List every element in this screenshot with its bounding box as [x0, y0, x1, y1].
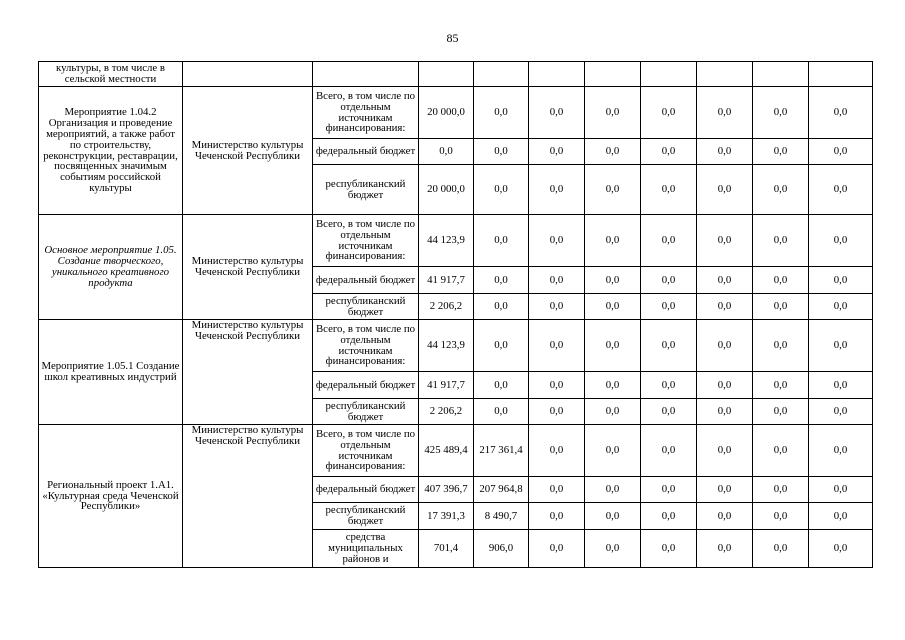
value-cell: 0,0	[697, 215, 753, 267]
value-cell: 0,0	[809, 477, 873, 503]
value-cell: 0,0	[697, 425, 753, 477]
value-cell: 0,0	[809, 425, 873, 477]
value-cell: 0,0	[697, 477, 753, 503]
value-cell: 0,0	[753, 477, 809, 503]
value-cell: 20 000,0	[419, 165, 474, 215]
executor-cell: Министерство культуры Чеченской Республики	[183, 87, 313, 215]
value-cell: 0,0	[641, 320, 697, 372]
value-cell: 0,0	[529, 87, 585, 139]
value-cell: 0,0	[641, 477, 697, 503]
table-row	[39, 215, 873, 267]
table-row	[39, 87, 873, 139]
value-cell: 17 391,3	[419, 503, 474, 530]
activity-name-cell: Региональный проект 1.А1. «Культурная среда Чеченской Республики»	[39, 425, 183, 568]
activity-name-cell: культуры, в том числе в сельской местности	[39, 62, 183, 87]
page-number: 85	[446, 31, 459, 45]
value-cell: 0,0	[641, 267, 697, 294]
value-cell: 0,0	[585, 87, 641, 139]
table-row	[39, 425, 873, 477]
budget-table	[38, 61, 873, 568]
value-cell: 0,0	[474, 320, 529, 372]
value-cell: 207 964,8	[474, 477, 529, 503]
value-cell: 0,0	[474, 399, 529, 425]
value-cell: 0,0	[753, 267, 809, 294]
empty-cell	[529, 62, 585, 87]
value-cell: 0,0	[641, 530, 697, 568]
value-cell: 0,0	[753, 294, 809, 320]
value-cell: 0,0	[753, 165, 809, 215]
empty-cell	[183, 62, 313, 87]
value-cell: 0,0	[809, 165, 873, 215]
value-cell: 0,0	[585, 139, 641, 165]
value-cell: 0,0	[474, 267, 529, 294]
value-cell: 0,0	[753, 139, 809, 165]
value-cell: 906,0	[474, 530, 529, 568]
executor-cell: Министерство культуры Чеченской Республики	[183, 320, 313, 425]
value-cell: 0,0	[641, 165, 697, 215]
funding-source-cell: Всего, в том числе по отдельным источникам финансирования:	[313, 87, 419, 139]
value-cell: 425 489,4	[419, 425, 474, 477]
value-cell: 0,0	[585, 530, 641, 568]
value-cell: 0,0	[753, 372, 809, 399]
value-cell: 0,0	[753, 215, 809, 267]
value-cell: 0,0	[474, 372, 529, 399]
funding-source-cell: Всего, в том числе по отдельным источникам финансирования:	[313, 320, 419, 372]
funding-source-cell: федеральный бюджет	[313, 477, 419, 503]
value-cell: 0,0	[809, 294, 873, 320]
value-cell: 0,0	[809, 320, 873, 372]
funding-source-cell: Всего, в том числе по отдельным источникам финансирования:	[313, 425, 419, 477]
value-cell: 0,0	[529, 399, 585, 425]
empty-cell	[474, 62, 529, 87]
value-cell: 0,0	[585, 165, 641, 215]
value-cell: 0,0	[474, 139, 529, 165]
funding-source-cell: федеральный бюджет	[313, 372, 419, 399]
value-cell: 0,0	[809, 87, 873, 139]
value-cell: 0,0	[697, 139, 753, 165]
table-row	[39, 62, 873, 87]
funding-source-cell: федеральный бюджет	[313, 139, 419, 165]
funding-source-cell: федеральный бюджет	[313, 267, 419, 294]
value-cell: 0,0	[585, 294, 641, 320]
value-cell: 0,0	[474, 87, 529, 139]
value-cell: 0,0	[809, 530, 873, 568]
value-cell: 0,0	[641, 294, 697, 320]
table-row	[39, 320, 873, 372]
empty-cell	[419, 62, 474, 87]
value-cell: 0,0	[753, 399, 809, 425]
value-cell: 8 490,7	[474, 503, 529, 530]
funding-source-cell: Всего, в том числе по отдельным источникам финансирования:	[313, 215, 419, 267]
value-cell: 2 206,2	[419, 294, 474, 320]
funding-source-cell: республиканский бюджет	[313, 503, 419, 530]
value-cell: 0,0	[753, 425, 809, 477]
executor-cell: Министерство культуры Чеченской Республики	[183, 425, 313, 568]
value-cell: 0,0	[529, 477, 585, 503]
value-cell: 0,0	[697, 165, 753, 215]
funding-source-cell: средства муниципальных районов и	[313, 530, 419, 568]
value-cell: 0,0	[585, 267, 641, 294]
value-cell: 0,0	[585, 372, 641, 399]
value-cell: 0,0	[809, 372, 873, 399]
value-cell: 0,0	[697, 267, 753, 294]
value-cell: 0,0	[697, 320, 753, 372]
empty-cell	[585, 62, 641, 87]
value-cell: 44 123,9	[419, 320, 474, 372]
value-cell: 0,0	[529, 425, 585, 477]
value-cell: 0,0	[809, 215, 873, 267]
activity-name-cell: Основное мероприятие 1.05. Создание творческого, уникального креативного продукта	[39, 215, 183, 320]
value-cell: 0,0	[529, 165, 585, 215]
value-cell: 0,0	[809, 267, 873, 294]
value-cell: 0,0	[641, 425, 697, 477]
value-cell: 0,0	[529, 267, 585, 294]
value-cell: 0,0	[585, 320, 641, 372]
value-cell: 0,0	[697, 503, 753, 530]
value-cell: 2 206,2	[419, 399, 474, 425]
value-cell: 0,0	[753, 530, 809, 568]
executor-cell: Министерство культуры Чеченской Республики	[183, 215, 313, 320]
value-cell: 0,0	[529, 215, 585, 267]
value-cell: 217 361,4	[474, 425, 529, 477]
activity-name-cell: Мероприятие 1.05.1 Создание школ креативных индустрий	[39, 320, 183, 425]
funding-source-cell: республиканский бюджет	[313, 165, 419, 215]
value-cell: 0,0	[753, 503, 809, 530]
value-cell: 0,0	[697, 87, 753, 139]
value-cell: 0,0	[641, 139, 697, 165]
value-cell: 0,0	[529, 320, 585, 372]
empty-cell	[809, 62, 873, 87]
value-cell: 407 396,7	[419, 477, 474, 503]
value-cell: 0,0	[641, 87, 697, 139]
value-cell: 0,0	[697, 530, 753, 568]
empty-cell	[753, 62, 809, 87]
empty-cell	[641, 62, 697, 87]
value-cell: 0,0	[474, 215, 529, 267]
value-cell: 0,0	[529, 139, 585, 165]
value-cell: 0,0	[585, 425, 641, 477]
value-cell: 0,0	[641, 215, 697, 267]
value-cell: 41 917,7	[419, 267, 474, 294]
value-cell: 701,4	[419, 530, 474, 568]
value-cell: 41 917,7	[419, 372, 474, 399]
value-cell: 20 000,0	[419, 87, 474, 139]
value-cell: 0,0	[529, 294, 585, 320]
value-cell: 0,0	[753, 87, 809, 139]
value-cell: 0,0	[641, 399, 697, 425]
activity-name-cell: Мероприятие 1.04.2 Организация и проведение мероприятий, а также работ по строительству, реконструкции, реставрации, посвященных значимым событиям российской культуры	[39, 87, 183, 215]
value-cell: 0,0	[474, 294, 529, 320]
value-cell: 0,0	[474, 165, 529, 215]
empty-cell	[313, 62, 419, 87]
funding-source-cell: республиканский бюджет	[313, 399, 419, 425]
value-cell: 44 123,9	[419, 215, 474, 267]
value-cell: 0,0	[809, 139, 873, 165]
value-cell: 0,0	[585, 215, 641, 267]
empty-cell	[697, 62, 753, 87]
value-cell: 0,0	[529, 530, 585, 568]
value-cell: 0,0	[529, 372, 585, 399]
funding-source-cell: республиканский бюджет	[313, 294, 419, 320]
value-cell: 0,0	[753, 320, 809, 372]
value-cell: 0,0	[697, 372, 753, 399]
value-cell: 0,0	[585, 477, 641, 503]
value-cell: 0,0	[529, 503, 585, 530]
value-cell: 0,0	[585, 399, 641, 425]
value-cell: 0,0	[697, 399, 753, 425]
value-cell: 0,0	[641, 503, 697, 530]
value-cell: 0,0	[809, 399, 873, 425]
value-cell: 0,0	[697, 294, 753, 320]
value-cell: 0,0	[809, 503, 873, 530]
value-cell: 0,0	[419, 139, 474, 165]
value-cell: 0,0	[641, 372, 697, 399]
value-cell: 0,0	[585, 503, 641, 530]
